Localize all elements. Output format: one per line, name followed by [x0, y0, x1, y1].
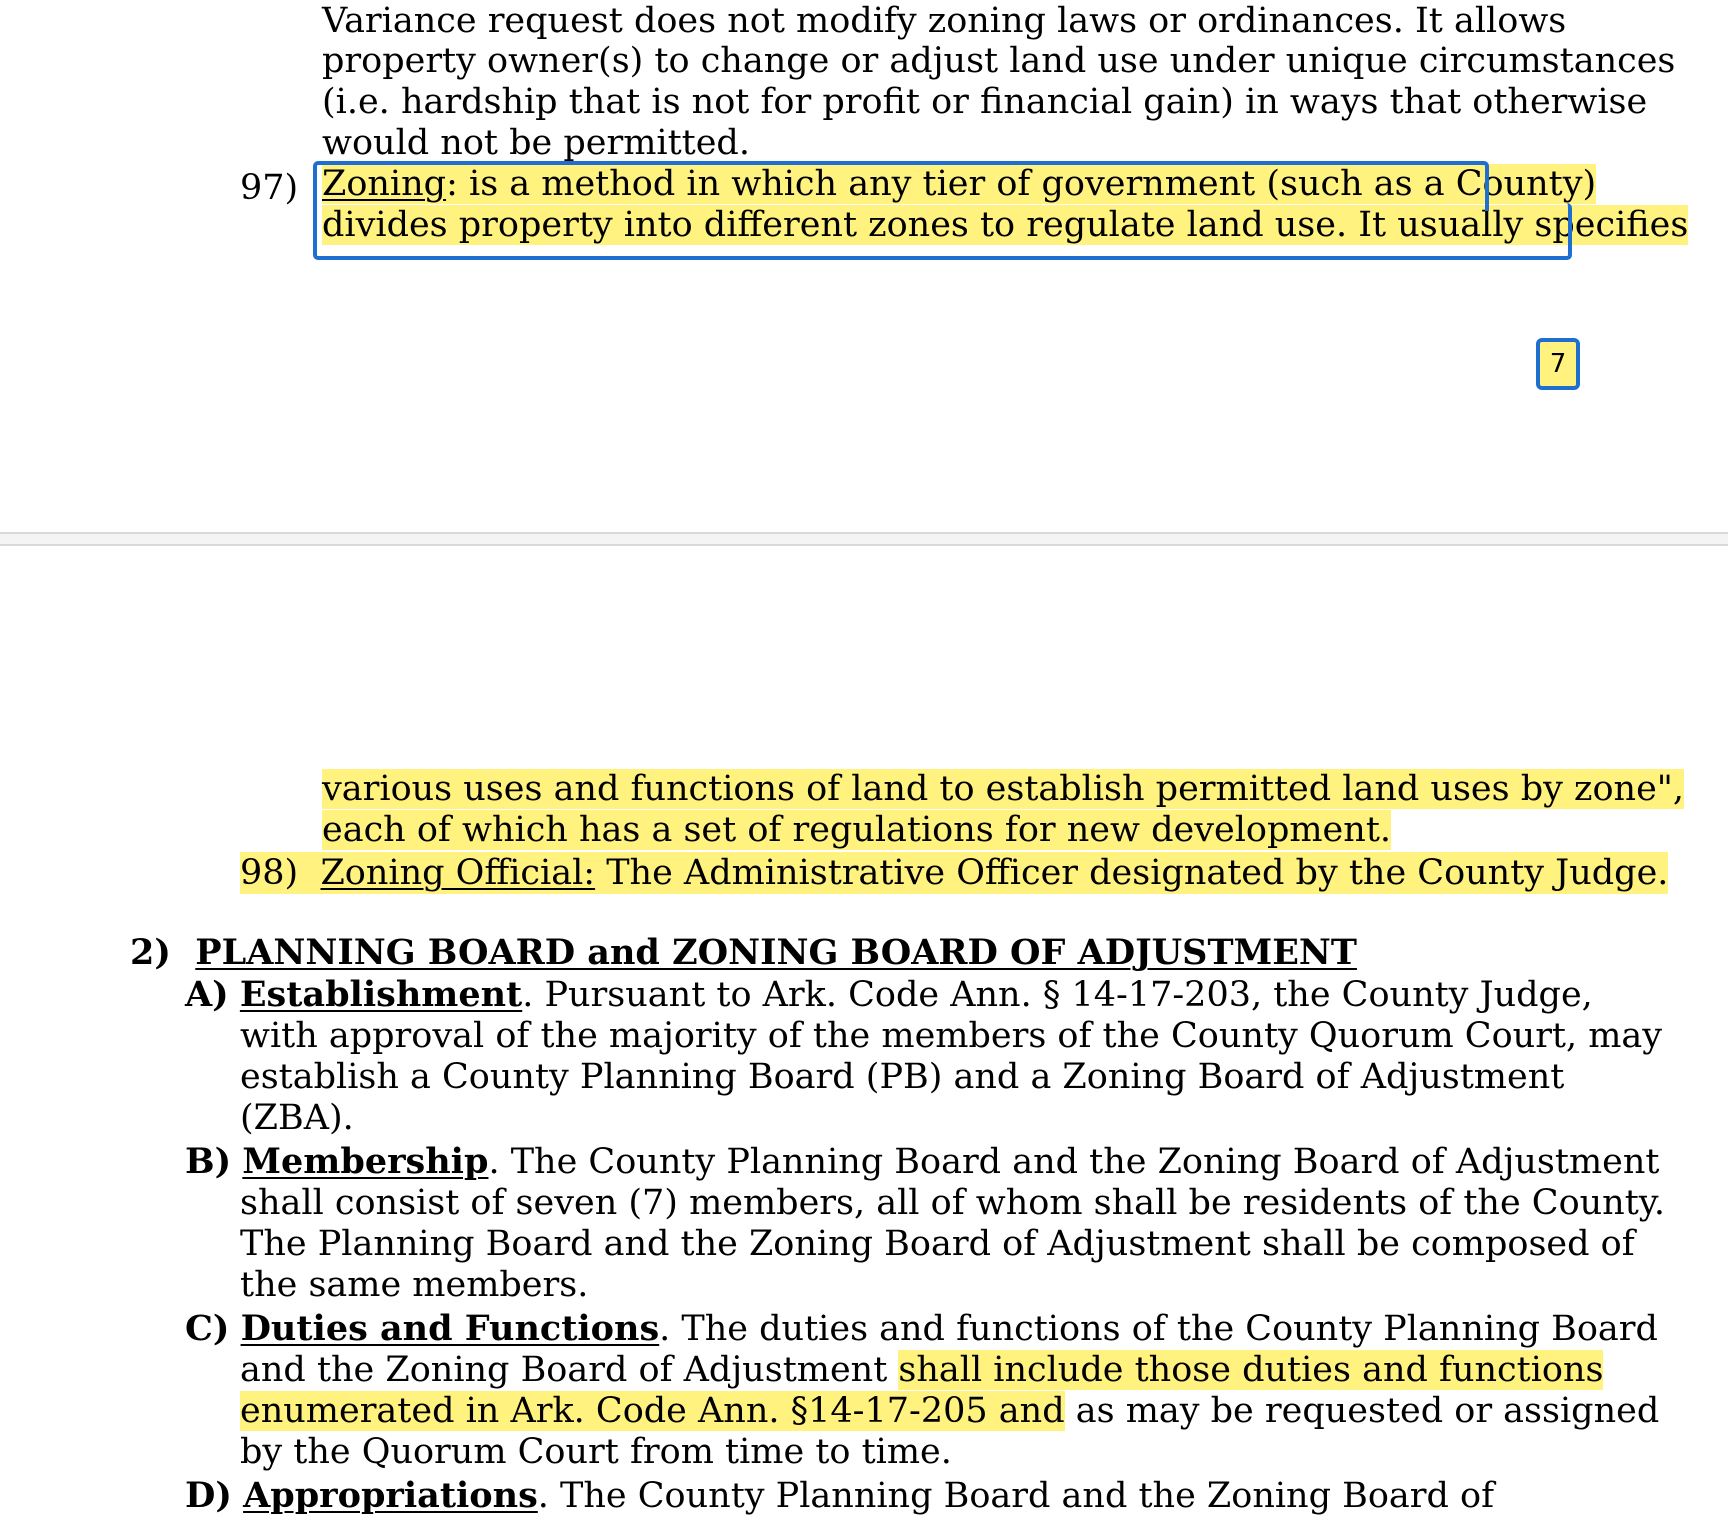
item-c-line-3-plain: as may be requested or assigned	[1064, 1391, 1660, 1431]
item-97-cont-line-1	[322, 768, 1684, 810]
item-b-line-2: shall consist of seven (7) members, all of whom shall be residents of the County.	[240, 1183, 1666, 1223]
item-c-label: C)	[185, 1308, 230, 1349]
item-c-line-2	[240, 1349, 1603, 1391]
item-a-line-1-rest: . Pursuant to Ark. Code Ann. § 14-17-203, the County Judge,	[522, 975, 1593, 1015]
variance-line-4: would not be permitted.	[322, 123, 750, 163]
item-a-line-3: establish a County Planning Board (PB) and a Zoning Board of Adjustment	[240, 1057, 1565, 1097]
section-2-heading	[130, 932, 1357, 974]
zoning-official-term: Zoning Official:	[320, 853, 596, 893]
zoning-term: Zoning	[322, 164, 447, 204]
item-c-line-2-highlight: shall include those duties and functions	[898, 1350, 1604, 1390]
item-97-number: 97)	[240, 168, 299, 208]
item-a-heading: Establishment	[239, 974, 523, 1015]
item-b-heading: Membership	[242, 1141, 489, 1182]
item-97-line-1[interactable]	[322, 163, 1596, 205]
item-d-label: D)	[185, 1475, 232, 1516]
item-a-line-1	[185, 974, 1593, 1016]
item-d-line-1-rest: . The County Planning Board and the Zoning Board of	[537, 1476, 1495, 1516]
item-b-line-3: The Planning Board and the Zoning Board of Adjustment shall be composed of	[240, 1224, 1635, 1264]
section-2-title: PLANNING BOARD and ZONING BOARD OF ADJUSTMENT	[195, 932, 1357, 973]
item-c-line-1	[185, 1308, 1658, 1350]
item-c-line-3-highlight: enumerated in Ark. Code Ann. §14-17-205 and	[240, 1391, 1065, 1431]
document-page-lower	[0, 546, 1728, 1522]
item-d-line-1	[185, 1475, 1494, 1517]
item-b-line-4: the same members.	[240, 1265, 589, 1305]
item-98-number: 98)	[240, 853, 299, 893]
item-d-heading: Appropriations	[243, 1475, 538, 1516]
item-97-cont-line-2	[322, 809, 1391, 851]
item-c-line-2-plain: and the Zoning Board of Adjustment	[240, 1350, 899, 1390]
item-c-line-4: by the Quorum Court from time to time.	[240, 1432, 952, 1472]
item-b-label: B)	[185, 1141, 232, 1182]
item-97-line-2-text: divides property into different zones to regulate land use. It usually specifies	[322, 205, 1689, 245]
item-b-line-1	[185, 1141, 1659, 1183]
item-97-cont-text-1: various uses and functions of land to establish permitted land uses by zone",	[322, 769, 1685, 809]
page-separator	[0, 532, 1728, 546]
item-a-line-4: (ZBA).	[240, 1098, 354, 1138]
variance-line-1: Variance request does not modify zoning laws or ordinances. It allows	[322, 1, 1567, 41]
item-c-line-1-rest: . The duties and functions of the County Planning Board	[659, 1309, 1658, 1349]
variance-line-3: (i.e. hardship that is not for profit or financial gain) in ways that otherwise	[322, 82, 1648, 122]
variance-line-2: property owner(s) to change or adjust land use under unique circumstances	[322, 41, 1676, 81]
item-97-line-1-rest: : is a method in which any tier of government (such as a County)	[446, 164, 1597, 204]
item-98-line	[240, 852, 1668, 894]
item-a-line-2: with approval of the majority of the members of the County Quorum Court, may	[240, 1016, 1663, 1056]
section-2-number: 2)	[130, 932, 171, 973]
item-a-label: A)	[185, 974, 229, 1015]
item-b-line-1-rest: . The County Planning Board and the Zoning Board of Adjustment	[488, 1142, 1660, 1182]
page-number-badge[interactable]: 7	[1536, 338, 1580, 390]
item-97-line-2[interactable]	[322, 204, 1688, 246]
item-c-heading: Duties and Functions	[240, 1308, 660, 1349]
item-98-rest: The Administrative Officer designated by the County Judge.	[595, 853, 1669, 893]
document-page-upper	[0, 0, 1728, 532]
item-c-line-3	[240, 1390, 1659, 1432]
item-97-cont-text-2: each of which has a set of regulations for new development.	[322, 810, 1392, 850]
